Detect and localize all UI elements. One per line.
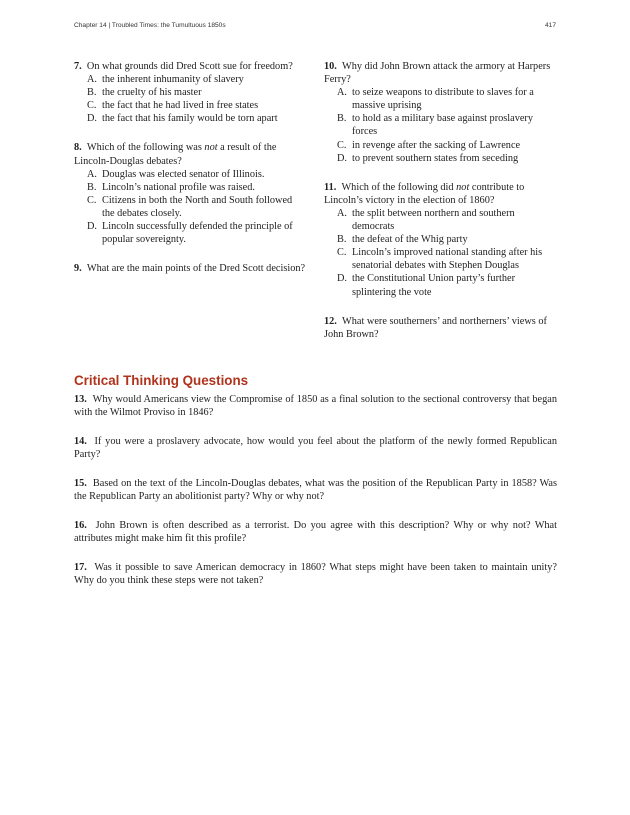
option-text: to hold as a military base against proslavery forces — [352, 113, 534, 138]
option-letter: D. — [87, 221, 98, 233]
critical-question-15 — [74, 477, 557, 503]
answer-option — [324, 86, 556, 112]
option-letter: C. — [337, 247, 347, 259]
question-text — [324, 60, 556, 86]
answer-option — [324, 112, 556, 138]
answer-option — [74, 220, 306, 246]
question-7 — [74, 60, 306, 125]
answer-options — [74, 168, 306, 247]
option-letter: B. — [87, 87, 97, 99]
question-11 — [324, 181, 556, 299]
option-letter: C. — [87, 194, 97, 206]
question-number: 11. — [324, 181, 337, 193]
page-header — [74, 22, 556, 36]
answer-options — [74, 73, 306, 125]
option-text: the defeat of the Whig party — [352, 234, 468, 246]
question-stem: What are the main points of the Dred Scott decision? — [86, 263, 306, 275]
option-text: Lincoln’s national profile was raised. — [102, 181, 255, 193]
chapter-title: Chapter 14 | Troubled Times: the Tumultuous 1850s — [74, 22, 226, 29]
answer-option — [74, 194, 306, 220]
question-text — [324, 181, 556, 207]
question-9 — [74, 262, 306, 275]
question-text — [324, 315, 556, 341]
option-letter: A. — [337, 87, 348, 99]
question-text: John Brown is often described as a terrorist. Do you agree with this description? Why or why not? What attributes might make him fit this profile? — [74, 520, 557, 545]
option-letter: D. — [87, 113, 98, 125]
critical-question-16 — [74, 519, 557, 545]
option-letter: B. — [87, 181, 97, 193]
question-stem: Which of the following was — [86, 142, 205, 154]
question-stem: What were southerners’ and northerners’ views of John Brown? — [324, 315, 547, 340]
question-stem-end: a result of the Lincoln-Douglas debates? — [74, 142, 277, 167]
option-text: to seize weapons to distribute to slaves for a massive uprising — [352, 87, 534, 112]
question-text — [74, 262, 306, 275]
option-letter: C. — [87, 100, 97, 112]
option-letter: B. — [337, 234, 347, 246]
question-number: 9. — [74, 263, 82, 275]
answer-option — [324, 246, 556, 272]
question-text: Based on the text of the Lincoln-Douglas debates, what was the position of the Republican Party in 1858? Was the Republican Party an abolitionist party? Why or why not? — [74, 478, 557, 503]
answer-option — [324, 139, 556, 152]
option-letter: A. — [87, 168, 98, 180]
question-number: 15. — [74, 478, 87, 489]
question-number: 14. — [74, 436, 87, 447]
answer-option — [74, 73, 306, 86]
option-letter: A. — [87, 74, 98, 86]
option-text: Lincoln successfully defended the principle of popular sovereignty. — [102, 221, 293, 246]
section-heading: Critical Thinking Questions — [74, 373, 249, 388]
critical-question-14 — [74, 435, 557, 461]
critical-question-13 — [74, 393, 557, 419]
question-12 — [324, 315, 556, 341]
answer-option — [74, 112, 306, 125]
question-number: 10. — [324, 61, 337, 72]
question-text — [74, 60, 306, 73]
left-question-column — [74, 60, 306, 284]
answer-option — [324, 272, 556, 298]
option-letter: B. — [337, 113, 347, 125]
question-text: Was it possible to save American democracy in 1860? What steps might have been taken to maintain unity? Why do you think these steps were not taken? — [74, 562, 558, 587]
answer-option — [74, 86, 306, 99]
page-number: 417 — [544, 22, 556, 29]
question-emphasis: not — [456, 181, 470, 193]
answer-option — [74, 181, 306, 194]
answer-option — [74, 168, 306, 181]
critical-question-17 — [74, 561, 557, 587]
question-emphasis: not — [204, 142, 218, 154]
question-text: If you were a proslavery advocate, how would you feel about the platform of the newly formed Republican Party? — [74, 436, 557, 461]
option-text: Douglas was elected senator of Illinois. — [102, 168, 265, 180]
question-stem: Why did John Brown attack the armory at Harpers Ferry? — [324, 61, 551, 86]
question-10 — [324, 60, 556, 165]
option-letter: A. — [337, 207, 348, 219]
answer-option — [324, 152, 556, 165]
question-number: 7. — [74, 61, 82, 72]
question-stem: Which of the following did — [341, 181, 457, 193]
option-text: the inherent inhumanity of slavery — [102, 74, 244, 86]
option-letter: C. — [337, 139, 347, 151]
option-text: the fact that he had lived in free states — [102, 100, 259, 112]
option-text: the Constitutional Union party’s further splintering the vote — [352, 273, 516, 298]
option-text: in revenge after the sacking of Lawrence — [352, 139, 521, 151]
option-text: Citizens in both the North and South followed the debates closely. — [102, 194, 293, 219]
question-number: 17. — [74, 562, 87, 573]
question-text — [74, 141, 306, 167]
option-text: the split between northern and southern democrats — [352, 207, 515, 233]
answer-option — [74, 99, 306, 112]
option-letter: D. — [337, 273, 348, 285]
question-number: 8. — [74, 142, 82, 154]
question-number: 12. — [324, 315, 337, 327]
option-text: the fact that his family would be torn apart — [102, 113, 278, 125]
question-stem: On what grounds did Dred Scott sue for freedom? — [86, 61, 293, 72]
question-text: Why would Americans view the Compromise of 1850 as a final solution to the sectional controversy that began with the Wilmot Proviso in 1846? — [74, 394, 557, 419]
answer-options — [324, 207, 556, 299]
option-text: the cruelty of his master — [102, 87, 202, 99]
question-number: 13. — [74, 394, 87, 405]
question-8 — [74, 141, 306, 246]
option-letter: D. — [337, 152, 348, 164]
answer-option — [324, 233, 556, 246]
question-stem-end: contribute to Lincoln’s victory in the election of 1860? — [324, 181, 525, 206]
answer-options — [324, 86, 556, 165]
question-number: 16. — [74, 520, 87, 531]
option-text: Lincoln’s improved national standing after his senatorial debates with Stephen Douglas — [352, 247, 543, 272]
option-text: to prevent southern states from seceding — [352, 152, 519, 164]
answer-option — [324, 207, 556, 233]
right-question-column — [324, 60, 556, 350]
